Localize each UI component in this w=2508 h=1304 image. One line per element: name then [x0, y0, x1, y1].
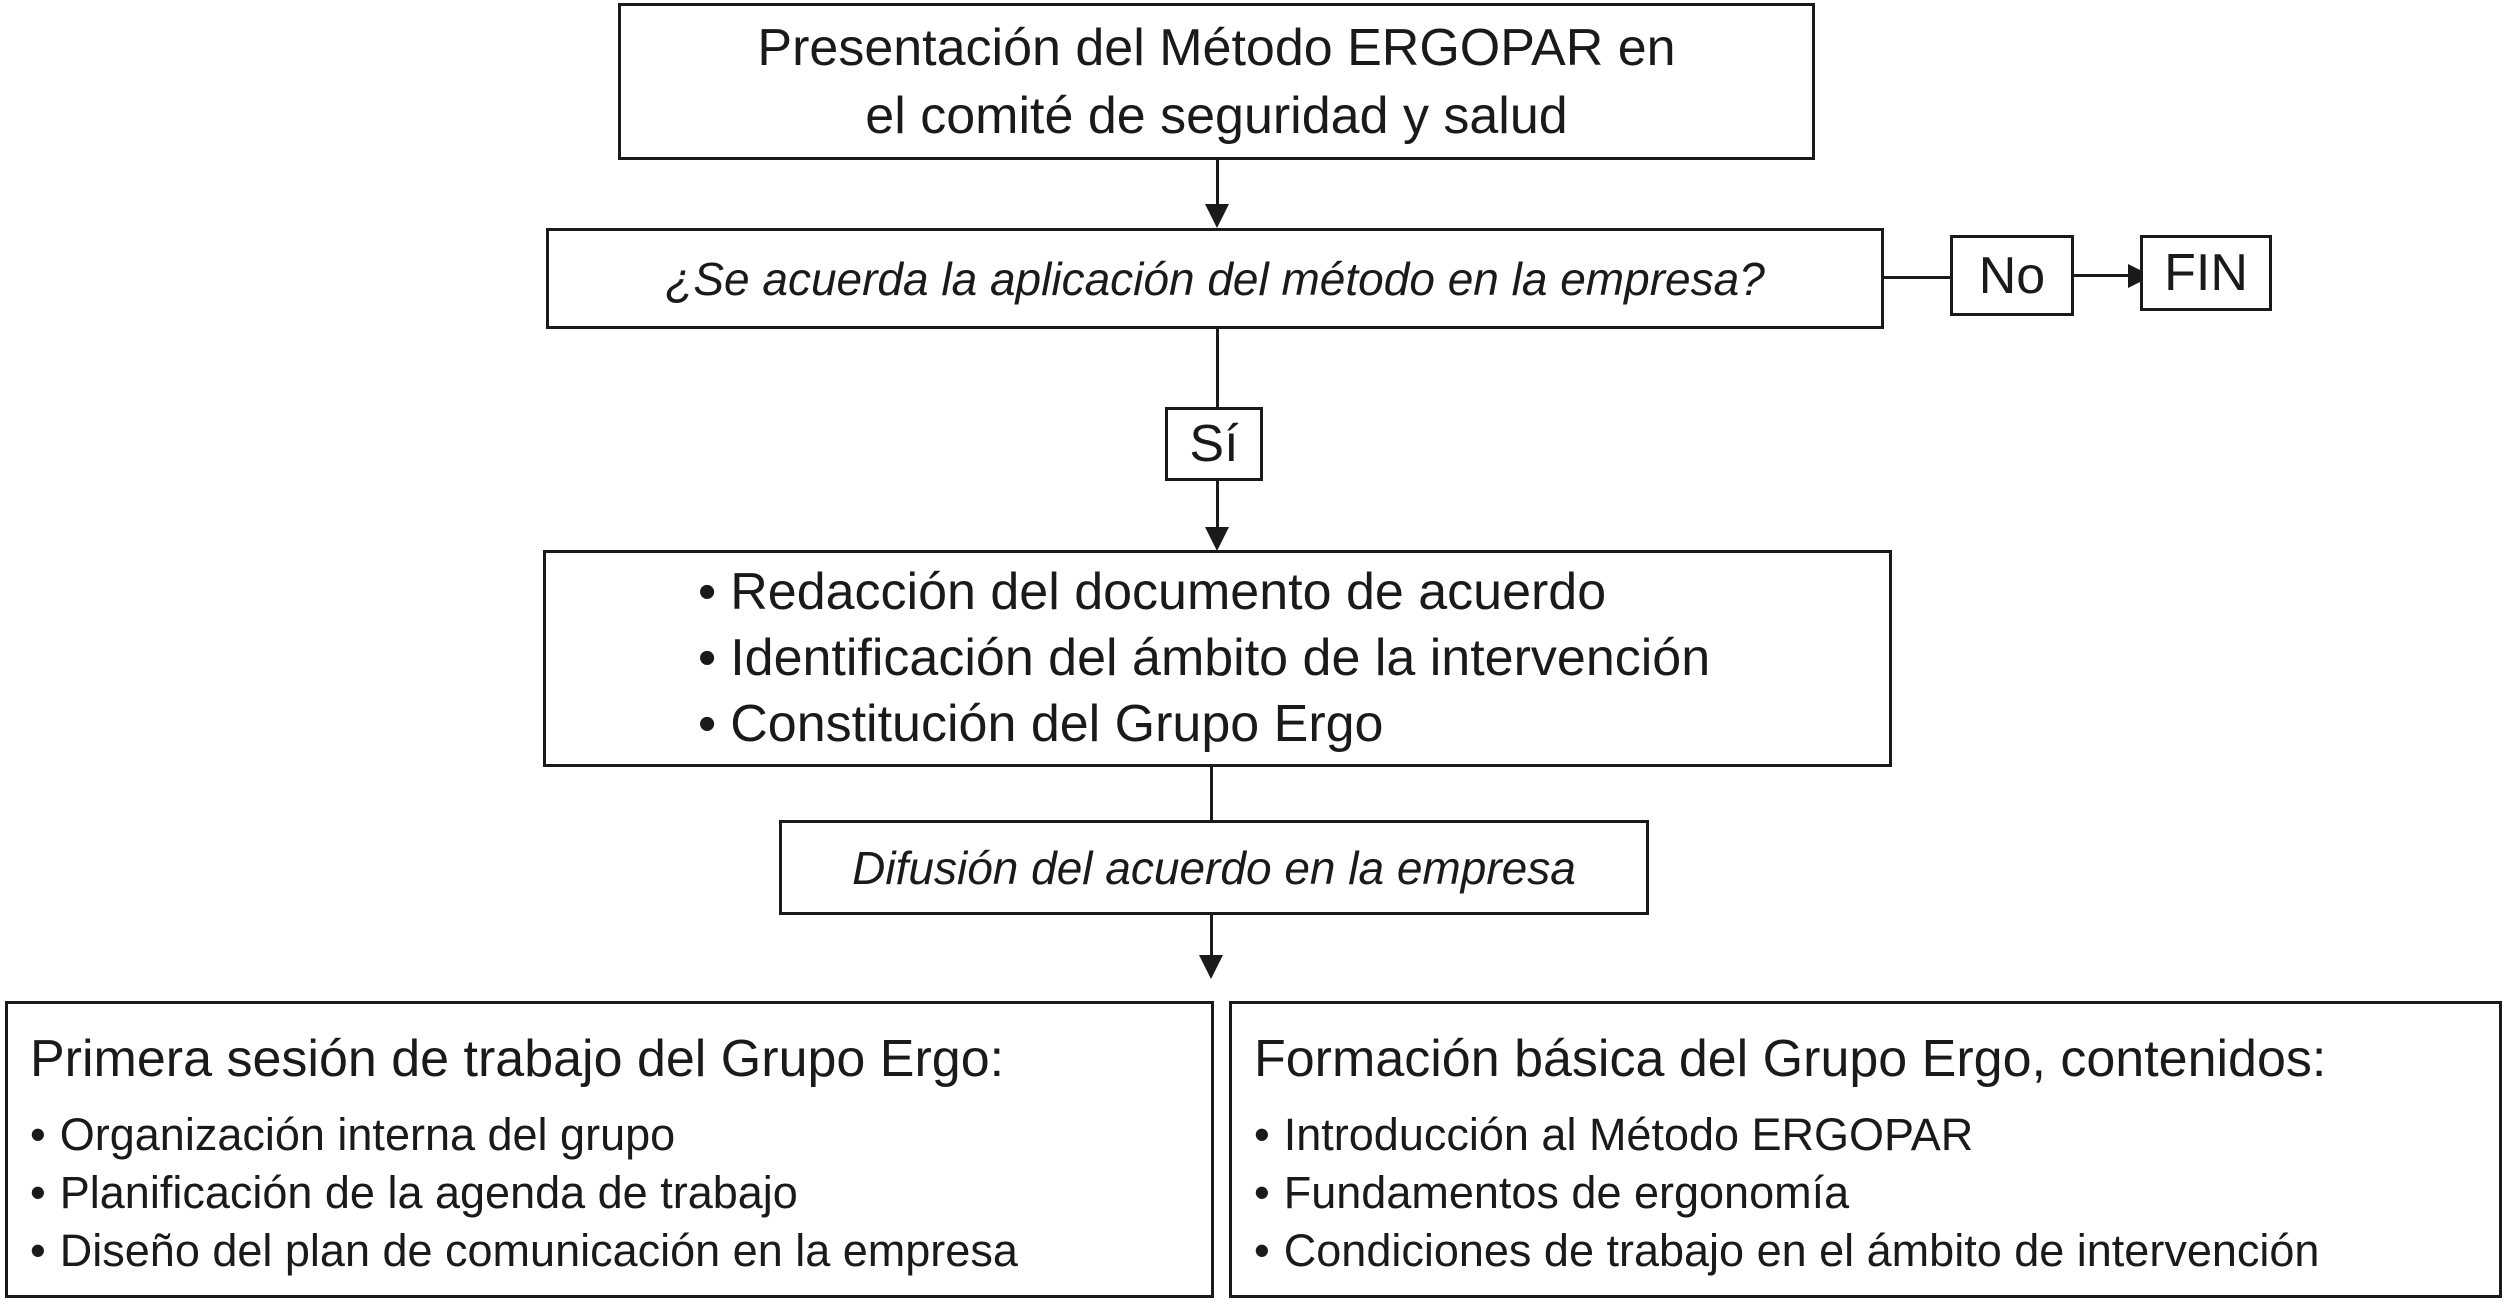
end-box: [2140, 235, 2272, 311]
diffusion-box: [779, 820, 1649, 915]
connector-question-no: [1884, 276, 1950, 279]
session-list: [30, 1106, 1211, 1280]
start-line-1: Presentación del Método ERGOPAR en: [757, 18, 1676, 77]
no-box: [1950, 235, 2074, 316]
yes-label: Sí: [1189, 415, 1239, 473]
training-box: [1229, 1001, 2502, 1298]
list-item: • Redacción del documento de acuerdo: [698, 559, 1710, 625]
list-item: • Constitución del Grupo Ergo: [698, 691, 1710, 757]
connector-yes-tasks: [1216, 481, 1219, 527]
yes-box: [1165, 407, 1263, 481]
end-label: FIN: [2164, 244, 2248, 302]
training-list: [1254, 1106, 2499, 1280]
start-line-2: el comité de seguridad y salud: [865, 86, 1568, 145]
connector-question-yes: [1216, 329, 1219, 411]
tasks-box: [543, 550, 1892, 767]
list-item: • Identificación del ámbito de la intervención: [698, 625, 1710, 691]
connector-start-question: [1216, 160, 1219, 204]
no-label: No: [1978, 246, 2046, 305]
session-title: Primera sesión de trabajo del Grupo Ergo:: [30, 1030, 1005, 1088]
start-box: [618, 3, 1815, 160]
arrow-to-bottom: [1199, 955, 1223, 979]
connector-no-end: [2074, 274, 2134, 277]
connector-diffusion-bottom: [1210, 915, 1213, 957]
question-text: ¿Se acuerda la aplicación del método en la empresa?: [665, 252, 1765, 305]
list-item: • Fundamentos de ergonomía: [1254, 1164, 2499, 1222]
list-item: • Diseño del plan de comunicación en la empresa: [30, 1222, 1211, 1280]
connector-tasks-diffusion: [1210, 767, 1213, 822]
list-item: • Condiciones de trabajo en el ámbito de intervención: [1254, 1222, 2499, 1280]
training-title: Formación básica del Grupo Ergo, contenidos:: [1254, 1030, 2327, 1088]
diffusion-text: Difusión del acuerdo en la empresa: [852, 841, 1576, 894]
list-item: • Planificación de la agenda de trabajo: [30, 1164, 1211, 1222]
tasks-list: [698, 559, 1710, 757]
list-item: • Organización interna del grupo: [30, 1106, 1211, 1164]
arrow-to-question: [1205, 204, 1229, 228]
list-item: • Introducción al Método ERGOPAR: [1254, 1106, 2499, 1164]
arrow-to-tasks: [1205, 527, 1229, 551]
question-box: [546, 228, 1884, 329]
session-box: [5, 1001, 1214, 1298]
